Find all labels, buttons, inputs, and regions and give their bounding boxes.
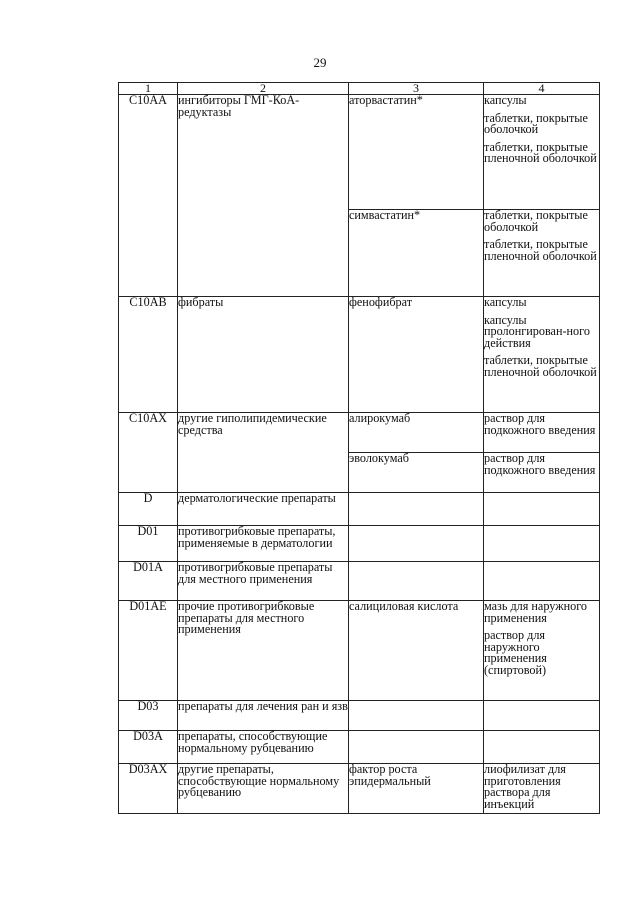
dosage-form: лиофилизат для приготовления раствора для инъекций: [484, 762, 566, 811]
atc-group-name: противогрибковые препараты для местного применения: [178, 562, 349, 601]
atc-code: D01A: [119, 562, 178, 601]
atc-group-name: препараты, способствующие нормальному рубцеванию: [178, 731, 349, 764]
dosage-form: капсулы: [484, 93, 527, 107]
dosage-form: таблетки, покрытые пленочной оболочкой: [484, 237, 597, 263]
dosage-forms: [484, 297, 600, 413]
column-header: 2: [178, 83, 349, 95]
dosage-form: капсулы пролонгирован-ного действия: [484, 312, 590, 350]
drug-name: алирокумаб: [349, 413, 484, 453]
dosage-form: раствор для подкожного введения: [484, 451, 596, 477]
dosage-form: мазь для наружного применения: [484, 599, 588, 625]
dosage-form: раствор для подкожного введения: [484, 411, 596, 437]
dosage-form: таблетки, покрытые пленочной оболочкой: [484, 139, 597, 166]
table-row: [119, 731, 600, 764]
table-row: [119, 701, 600, 731]
dosage-forms: [484, 701, 600, 731]
dosage-forms: [484, 526, 600, 562]
column-header: 4: [484, 83, 600, 95]
table-row: [119, 526, 600, 562]
drug-name: [349, 526, 484, 562]
dosage-form: таблетки, покрытые оболочкой: [484, 208, 588, 234]
dosage-forms: [484, 562, 600, 601]
dosage-form: капсулы: [484, 295, 527, 309]
table-body: [119, 95, 600, 814]
drug-name: симвастатин*: [349, 210, 484, 297]
dosage-forms: [484, 95, 600, 210]
drug-name: [349, 701, 484, 731]
table-row: [119, 297, 600, 413]
drug-name: фактор роста эпидермальный: [349, 764, 484, 814]
table-row: [119, 493, 600, 526]
atc-code: D03AX: [119, 764, 178, 814]
column-header: 3: [349, 83, 484, 95]
dosage-forms: [484, 601, 600, 701]
table-row: [119, 601, 600, 701]
drug-name: аторвастатин*: [349, 95, 484, 210]
atc-code: C10AB: [119, 297, 178, 413]
dosage-forms: [484, 493, 600, 526]
atc-group-name: противогрибковые препараты, применяемые в дерматологии: [178, 526, 349, 562]
table-row: [119, 562, 600, 601]
drug-name: [349, 731, 484, 764]
dosage-forms: [484, 731, 600, 764]
dosage-form: таблетки, покрытые пленочной оболочкой: [484, 353, 597, 379]
table-row: [119, 95, 600, 210]
drug-name: эволокумаб: [349, 453, 484, 493]
table-row: [119, 764, 600, 814]
drug-name: салициловая кислота: [349, 601, 484, 701]
atc-code: D03A: [119, 731, 178, 764]
drug-name: фенофибрат: [349, 297, 484, 413]
atc-group-name: прочие противогрибковые препараты для местного применения: [178, 601, 349, 701]
atc-code: D: [119, 493, 178, 526]
table-row: [119, 413, 600, 453]
dosage-form: таблетки, покрытые оболочкой: [484, 110, 588, 137]
atc-code: D01: [119, 526, 178, 562]
medicines-table: [118, 82, 600, 814]
atc-group-name: другие препараты, способствующие нормальному рубцеванию: [178, 764, 349, 814]
page-number: 29: [313, 55, 327, 70]
dosage-forms: [484, 764, 600, 814]
atc-code: C10AA: [119, 95, 178, 297]
dosage-forms: [484, 210, 600, 297]
atc-code: C10AX: [119, 413, 178, 493]
atc-group-name: ингибиторы ГМГ-КоА-редуктазы: [178, 95, 349, 297]
atc-group-name: другие гиполипидемические средства: [178, 413, 349, 493]
column-header: 1: [119, 83, 178, 95]
dosage-forms: [484, 453, 600, 493]
dosage-form: раствор для наружного применения (спиртовой): [484, 628, 547, 677]
atc-code: D03: [119, 701, 178, 731]
atc-group-name: фибраты: [178, 297, 349, 413]
atc-group-name: дерматологические препараты: [178, 493, 349, 526]
atc-code: D01AE: [119, 601, 178, 701]
atc-group-name: препараты для лечения ран и язв: [178, 701, 349, 731]
drug-name: [349, 493, 484, 526]
drug-name: [349, 562, 484, 601]
dosage-forms: [484, 413, 600, 453]
